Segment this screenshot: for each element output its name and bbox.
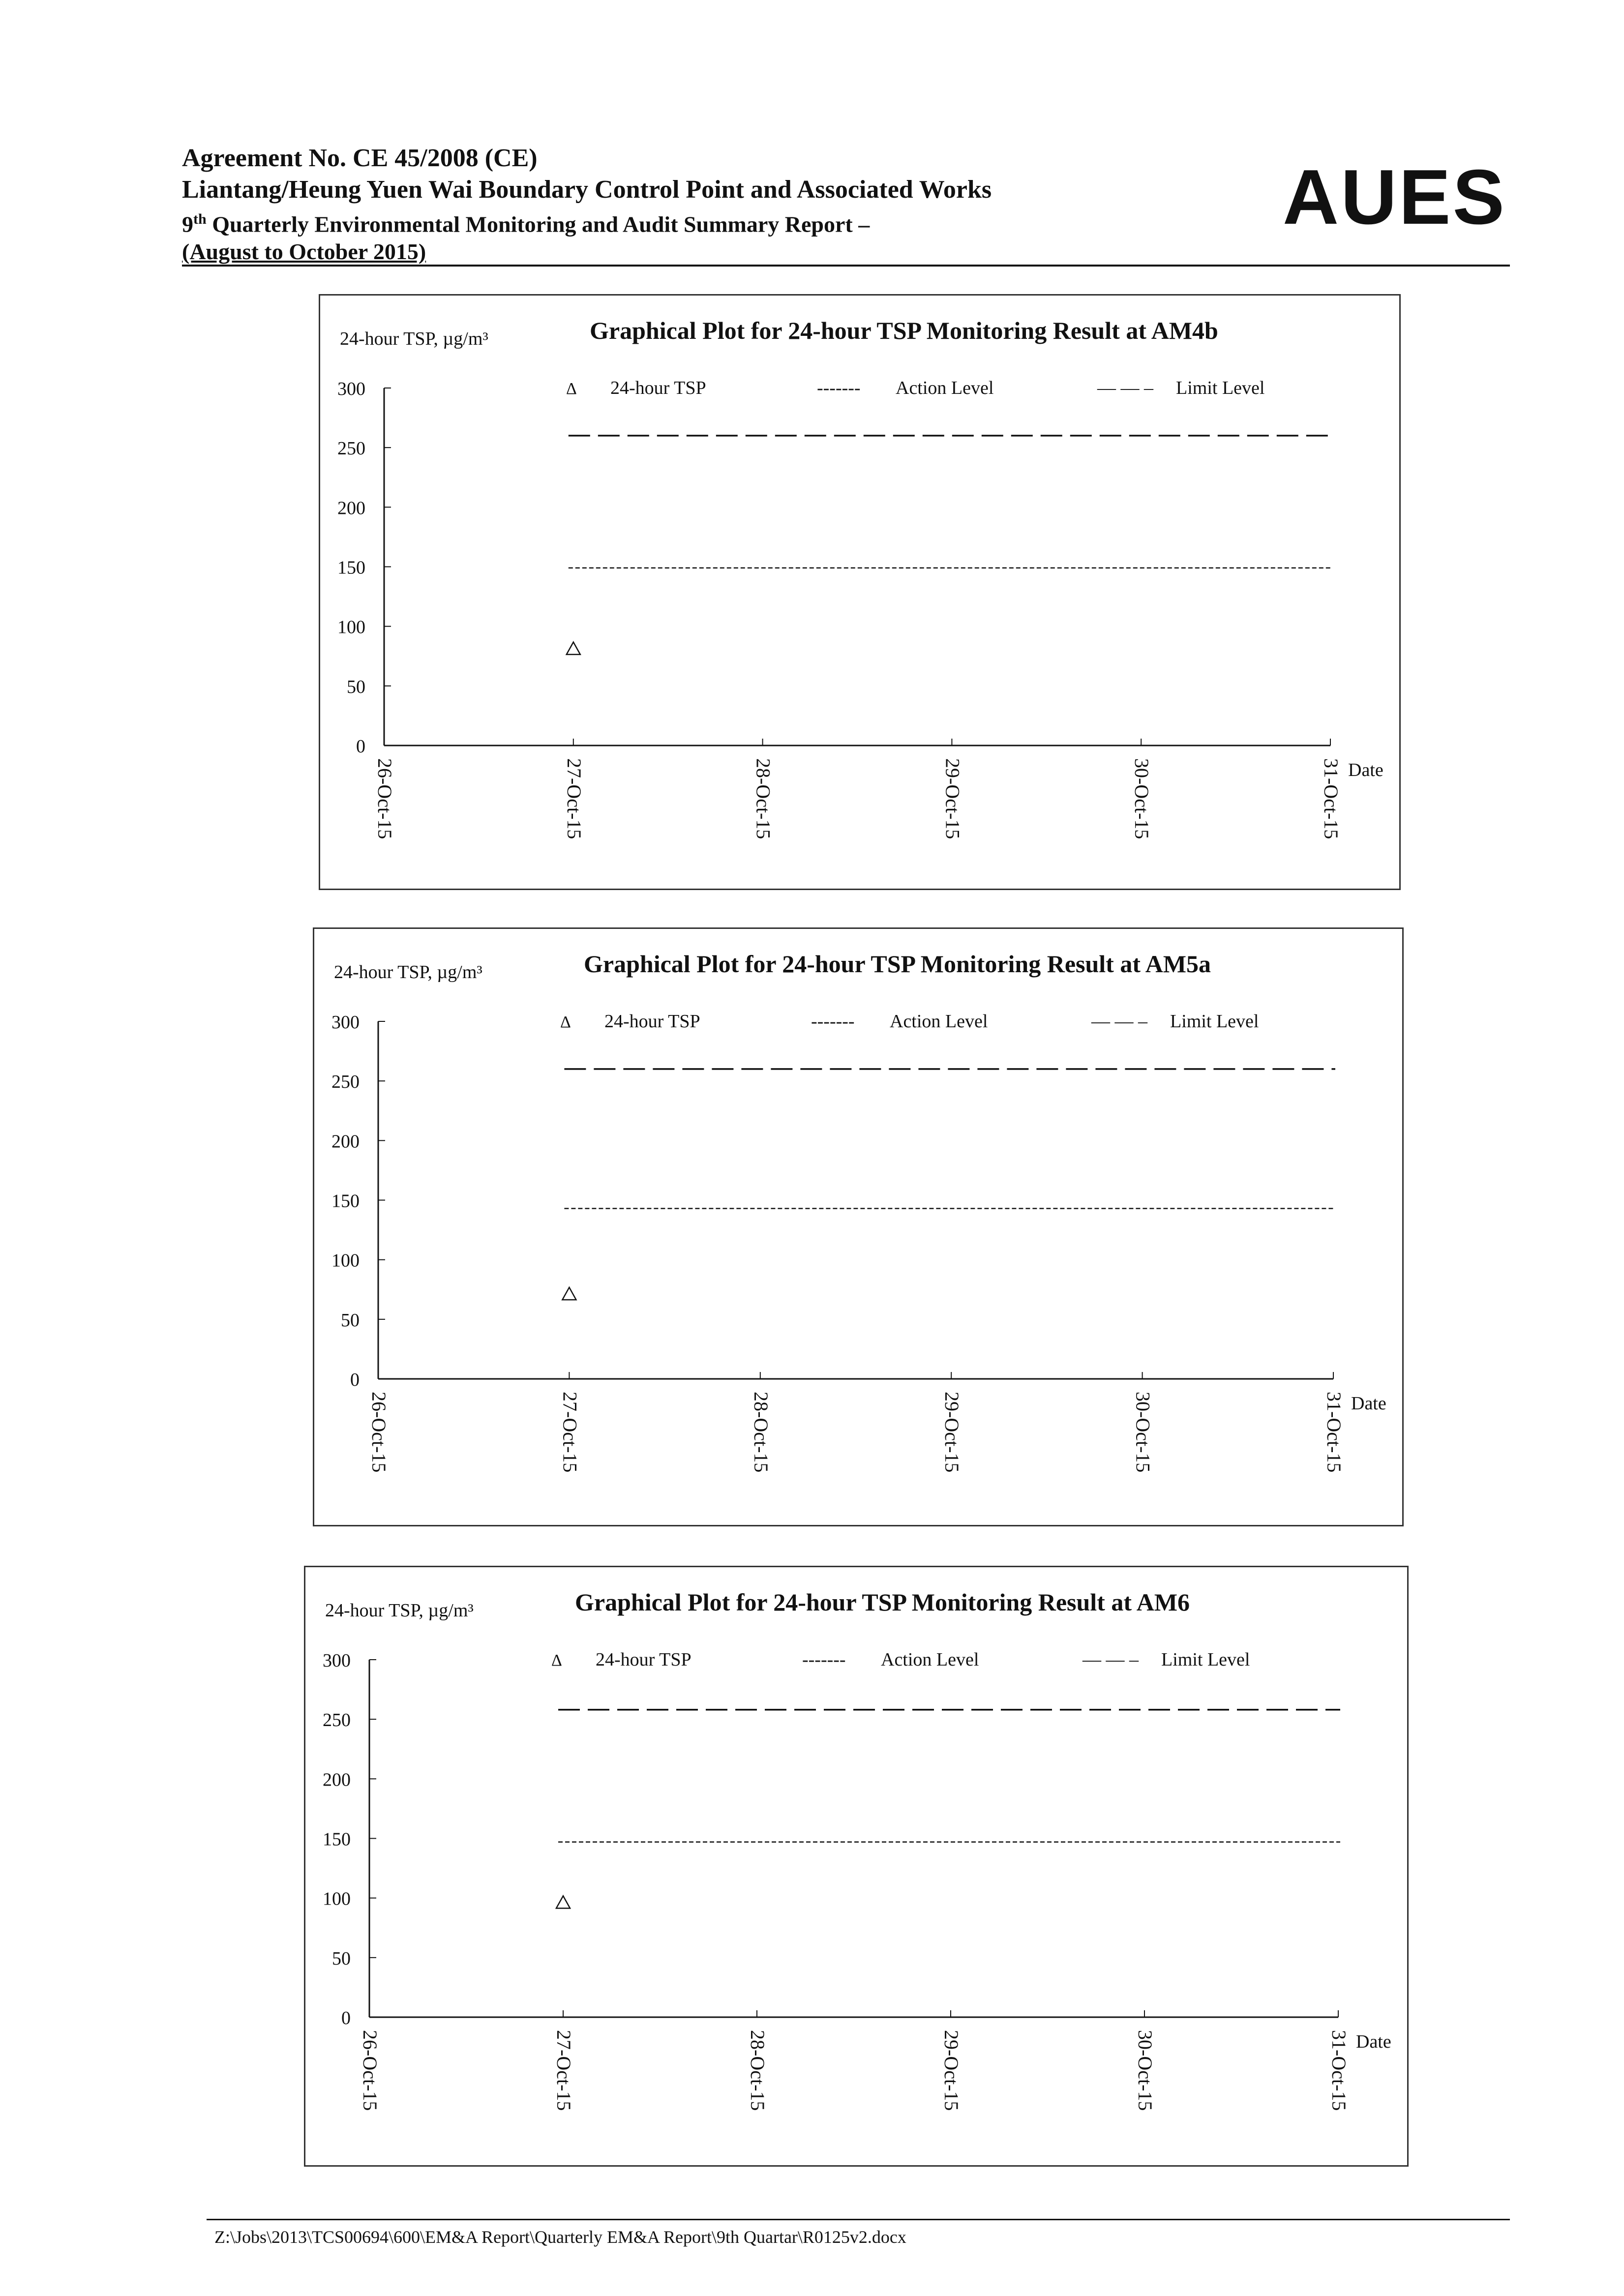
y-tick-label: 50 (332, 1948, 351, 1969)
y-tick-label: 50 (341, 1310, 360, 1331)
y-tick-label: 200 (331, 1131, 360, 1152)
legend-marker-icon: Δ (560, 1013, 571, 1031)
report-ordinal-suffix: th (193, 211, 207, 227)
x-tick-label: 31-Oct-15 (1323, 1392, 1345, 1473)
chart-svg (320, 296, 1399, 889)
legend-series-label: 24-hour TSP (604, 1011, 700, 1032)
y-tick-label: 150 (337, 557, 365, 578)
y-tick-label: 300 (323, 1650, 351, 1671)
report-title-text: Quarterly Environmental Monitoring and Audit Summary Report – (206, 211, 870, 237)
legend-limit-line-icon: — — – (1097, 378, 1153, 398)
legend-limit-label: Limit Level (1176, 378, 1265, 398)
y-tick-label: 0 (341, 2008, 351, 2028)
x-tick-label: 30-Oct-15 (1131, 758, 1153, 839)
chart-title: Graphical Plot for 24-hour TSP Monitoring Result at AM6 (575, 1588, 1190, 1616)
header-divider (182, 265, 1510, 267)
legend-action-label: Action Level (881, 1649, 979, 1670)
agreement-number: Agreement No. CE 45/2008 (CE) (182, 144, 538, 172)
y-axis-label: 24-hour TSP, µg/m³ (325, 1600, 474, 1621)
x-tick-label: 31-Oct-15 (1328, 2030, 1350, 2111)
data-point-triangle (567, 642, 580, 655)
chart-legend (566, 378, 1264, 398)
y-tick-label: 200 (337, 498, 365, 519)
x-tick-label: 29-Oct-15 (940, 2030, 962, 2111)
data-point-triangle (562, 1287, 576, 1300)
x-tick-label: 28-Oct-15 (752, 758, 775, 839)
legend-limit-label: Limit Level (1161, 1649, 1250, 1670)
legend-limit-label: Limit Level (1170, 1011, 1259, 1032)
legend-action-label: Action Level (890, 1011, 988, 1032)
chart-legend (560, 1011, 1259, 1032)
x-tick-label: 26-Oct-15 (359, 2030, 381, 2111)
x-axis-label: Date (1351, 1393, 1386, 1414)
chart-panel-am5a (313, 927, 1404, 1526)
y-tick-label: 150 (331, 1191, 360, 1212)
x-tick-label: 31-Oct-15 (1320, 758, 1342, 839)
x-tick-label: 28-Oct-15 (750, 1392, 772, 1473)
x-axis-label: Date (1356, 2031, 1391, 2052)
y-tick-label: 100 (323, 1888, 351, 1909)
chart-legend (551, 1649, 1250, 1670)
y-axis-label: 24-hour TSP, µg/m³ (340, 328, 488, 349)
x-tick-label: 29-Oct-15 (941, 758, 964, 839)
legend-limit-line-icon: — — – (1083, 1649, 1139, 1670)
x-tick-label: 26-Oct-15 (368, 1392, 390, 1473)
y-tick-label: 100 (337, 617, 365, 638)
data-point-triangle (556, 1896, 570, 1908)
y-tick-label: 300 (337, 379, 365, 399)
chart-title: Graphical Plot for 24-hour TSP Monitoring Result at AM4b (590, 317, 1218, 344)
y-tick-label: 0 (356, 736, 365, 757)
y-tick-label: 150 (323, 1829, 351, 1850)
x-tick-label: 29-Oct-15 (941, 1392, 963, 1473)
report-ordinal: 9 (182, 211, 193, 237)
report-period: (August to October 2015) (182, 239, 426, 265)
x-tick-label: 30-Oct-15 (1132, 1392, 1154, 1473)
legend-marker-icon: Δ (566, 380, 577, 398)
chart-panel-am4b (319, 294, 1401, 890)
y-tick-label: 250 (331, 1072, 360, 1093)
legend-action-line-icon: ------- (811, 1011, 855, 1032)
y-tick-label: 0 (350, 1370, 360, 1390)
x-tick-label: 27-Oct-15 (559, 1392, 581, 1473)
x-tick-label: 26-Oct-15 (374, 758, 396, 839)
y-tick-label: 200 (323, 1769, 351, 1790)
legend-marker-icon: Δ (551, 1651, 562, 1670)
legend-action-line-icon: ------- (817, 378, 861, 398)
x-axis-label: Date (1348, 760, 1383, 780)
x-tick-label: 28-Oct-15 (747, 2030, 769, 2111)
y-tick-label: 250 (337, 438, 365, 459)
file-path: Z:\Jobs\2013\TCS00694\600\EM&A Report\Quarterly EM&A Report\9th Quartar\R0125v2.docx (214, 2227, 906, 2247)
legend-series-label: 24-hour TSP (610, 378, 706, 398)
y-axis-label: 24-hour TSP, µg/m³ (334, 962, 482, 983)
legend-action-line-icon: ------- (802, 1649, 846, 1670)
aues-logo: AUES (1283, 154, 1506, 240)
chart-svg (314, 929, 1402, 1525)
y-tick-label: 300 (331, 1012, 360, 1033)
legend-series-label: 24-hour TSP (596, 1649, 692, 1670)
x-tick-label: 27-Oct-15 (563, 758, 585, 839)
project-title: Liantang/Heung Yuen Wai Boundary Control Point and Associated Works (182, 176, 992, 204)
y-tick-label: 250 (323, 1710, 351, 1731)
x-tick-label: 30-Oct-15 (1134, 2030, 1156, 2111)
chart-title: Graphical Plot for 24-hour TSP Monitoring Result at AM5a (584, 950, 1211, 978)
x-tick-label: 27-Oct-15 (553, 2030, 575, 2111)
legend-action-label: Action Level (896, 378, 994, 398)
legend-limit-line-icon: — — – (1091, 1011, 1147, 1032)
footer-divider (207, 2219, 1510, 2220)
chart-svg (305, 1567, 1407, 2165)
chart-panel-am6 (304, 1566, 1409, 2167)
y-tick-label: 100 (331, 1250, 360, 1271)
y-tick-label: 50 (347, 676, 365, 697)
